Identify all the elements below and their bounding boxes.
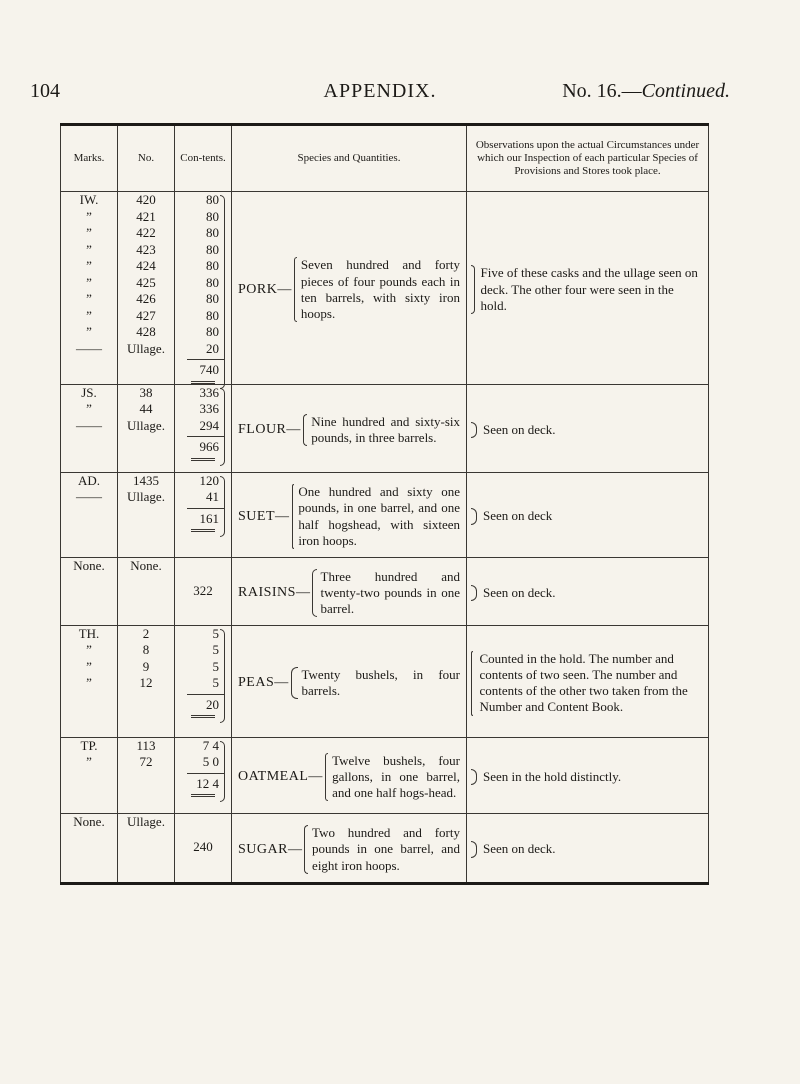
observation-text: Seen on deck.: [483, 841, 556, 857]
observation-cell: [467, 737, 709, 813]
marks-cell: [61, 737, 118, 813]
marks-cell: [61, 625, 118, 737]
number-entry: 8: [142, 642, 150, 657]
number-entry: 12: [139, 675, 153, 690]
species-description: Twelve bushels, four gallons, in one barrel, and one half hogs-head.: [332, 752, 460, 801]
continuation-number: No. 16.—: [562, 80, 642, 102]
table-row: [61, 192, 709, 385]
content-total: 161: [187, 508, 225, 528]
observation-cell: [467, 557, 709, 625]
contents-cell: [175, 384, 232, 472]
species-description: Nine hundred and sixty-six pounds, in three barrels.: [311, 413, 460, 445]
species-name: FLOUR—: [238, 422, 301, 438]
species-brace: [325, 753, 328, 802]
species-cell: [232, 557, 467, 625]
species-name: RAISINS—: [238, 585, 311, 601]
observation-brace: [471, 585, 477, 601]
mark-entry: ”: [86, 274, 92, 290]
content-entry: 80: [206, 307, 219, 323]
table-row: [61, 625, 709, 737]
table-row: [61, 472, 709, 557]
mark-entry: ”: [86, 258, 92, 273]
mark-entry: ”: [86, 401, 92, 416]
mark-entry: ”: [86, 754, 92, 769]
number-cell: [118, 557, 175, 625]
species-cell: [232, 813, 467, 883]
content-total: 12 4: [187, 773, 225, 793]
observation-brace: [471, 508, 477, 524]
marks-cell: [61, 192, 118, 385]
mark-entry: ”: [86, 291, 92, 306]
table-row: [61, 384, 709, 472]
marks-cell: [61, 557, 118, 625]
number-cell: [118, 192, 175, 385]
species-brace: [292, 484, 295, 549]
number-entry: Ullage.: [127, 417, 165, 433]
number-cell: [118, 472, 175, 557]
number-entry: 9: [142, 658, 150, 674]
number-entry: None.: [130, 557, 162, 573]
observation-text: Counted in the hold. The number and contents of two seen. The number and contents of the other two taken from the Number and Content Book.: [479, 650, 688, 715]
observation-brace: [471, 422, 477, 438]
number-entry: 424: [136, 258, 156, 273]
contents-cell: [175, 472, 232, 557]
content-entry: 5: [212, 675, 219, 690]
observation-cell: [467, 625, 709, 737]
provisions-table: [60, 123, 709, 885]
table-row: [61, 737, 709, 813]
total-rule: [191, 715, 215, 718]
observation-brace: [471, 651, 473, 716]
content-entry: 80: [206, 192, 219, 207]
col-contents: Con-tents.: [175, 125, 232, 192]
mark-entry: ——: [76, 340, 102, 356]
observation-text: Seen on deck.: [483, 421, 556, 437]
number-entry: 1435: [133, 472, 159, 488]
species-name: PORK—: [238, 282, 292, 297]
number-entry: 72: [139, 754, 153, 769]
observation-cell: [467, 384, 709, 472]
mark-entry: ”: [86, 208, 92, 224]
number-entry: 38: [139, 384, 153, 400]
number-entry: 113: [136, 737, 156, 753]
table-body: [61, 192, 709, 884]
observation-text: Five of these casks and the ullage seen on deck. The other four were seen in the hold.: [480, 265, 698, 313]
species-cell: [232, 384, 467, 472]
content-entry: 80: [206, 291, 219, 306]
contents-cell: [175, 737, 232, 813]
continuation-label: [562, 80, 730, 103]
continuation-word: Continued.: [641, 80, 730, 102]
content-entry: 5: [212, 642, 219, 657]
number-entry: 425: [136, 274, 156, 290]
col-observations: Observations upon the actual Circumstances under which our Inspection of each particular Species of Provisions and Stores took place.: [467, 125, 709, 192]
contents-cell: [175, 557, 232, 625]
total-rule: [191, 458, 215, 461]
mark-entry: None.: [73, 557, 105, 573]
species-brace: [294, 257, 297, 322]
content-entry: 5: [212, 658, 219, 674]
content-entry: 20: [206, 340, 219, 356]
species-brace: [304, 825, 308, 874]
contents-cell: [175, 625, 232, 737]
mark-entry: ”: [86, 307, 92, 323]
observation-text: Seen on deck: [483, 508, 553, 524]
table-row: [61, 813, 709, 883]
table-row: [61, 557, 709, 625]
species-name: OATMEAL—: [238, 769, 323, 785]
content-entry: 336: [199, 384, 219, 400]
number-entry: 420: [136, 192, 156, 207]
observation-brace: [471, 265, 475, 314]
total-rule: [191, 381, 215, 384]
species-description: Seven hundred and forty pieces of four pounds each in ten barrels, with sixty iron hoops.: [300, 257, 460, 321]
col-marks: Marks.: [61, 125, 118, 192]
mark-entry: ”: [86, 225, 92, 240]
number-entry: 44: [139, 401, 153, 416]
observation-brace: [471, 841, 477, 857]
species-brace: [312, 569, 316, 618]
mark-entry: ”: [86, 324, 92, 339]
observation-text: Seen on deck.: [483, 584, 556, 600]
contents-brace: [220, 629, 225, 724]
species-brace: [303, 414, 307, 447]
observation-brace: [471, 769, 477, 785]
mark-entry: ”: [86, 241, 92, 257]
content-entry: 80: [206, 274, 219, 290]
mark-entry: JS.: [81, 384, 97, 400]
content-entry: 80: [206, 208, 219, 224]
number-entry: Ullage.: [127, 340, 165, 356]
content-entry: 80: [206, 241, 219, 257]
total-rule: [191, 529, 215, 532]
mark-entry: IW.: [79, 192, 99, 207]
content-entry: 322: [193, 582, 213, 598]
table-header-row: [61, 125, 709, 192]
mark-entry: TP.: [80, 737, 98, 753]
content-entry: 240: [193, 839, 213, 855]
contents-brace: [220, 388, 225, 466]
total-rule: [191, 794, 215, 797]
species-description: Twenty bushels, in four barrels.: [301, 666, 460, 698]
contents-brace: [220, 476, 225, 538]
content-entry: 294: [199, 417, 219, 433]
species-cell: [232, 625, 467, 737]
content-entry: 7 4: [202, 737, 219, 753]
number-entry: Ullage.: [127, 489, 165, 504]
number-cell: [118, 625, 175, 737]
mark-entry: ”: [86, 642, 92, 657]
mark-entry: None.: [73, 813, 105, 829]
content-entry: 80: [206, 225, 219, 240]
number-entry: 421: [136, 208, 156, 224]
marks-cell: [61, 813, 118, 883]
contents-cell: [175, 192, 232, 385]
mark-entry: ”: [86, 675, 92, 690]
content-total: 966: [187, 436, 225, 456]
species-description: One hundred and sixty one pounds, in one barrel, and one half hogshead, with sixteen iron hoops.: [298, 484, 460, 548]
observation-cell: [467, 192, 709, 385]
species-description: Three hundred and twenty-two pounds in one barrel.: [320, 568, 460, 617]
observation-cell: [467, 813, 709, 883]
number-entry: 422: [136, 225, 156, 240]
species-cell: [232, 472, 467, 557]
page-number: 104: [30, 80, 60, 102]
contents-cell: [175, 813, 232, 883]
contents-brace: [220, 741, 225, 803]
species-brace: [291, 667, 298, 700]
mark-entry: ——: [76, 417, 102, 433]
species-name: SUET—: [238, 508, 290, 524]
marks-cell: [61, 472, 118, 557]
mark-entry: ——: [76, 489, 102, 504]
species-name: SUGAR—: [238, 841, 303, 857]
running-title: APPENDIX.: [323, 80, 437, 102]
mark-entry: ”: [86, 658, 92, 674]
marks-cell: [61, 384, 118, 472]
number-entry: 423: [136, 241, 156, 257]
content-entry: 80: [206, 258, 219, 273]
content-total: 20: [187, 694, 225, 714]
col-no: No.: [118, 125, 175, 192]
number-entry: 428: [136, 324, 156, 339]
number-entry: 426: [136, 291, 156, 306]
col-species: Species and Quantities.: [232, 125, 467, 192]
page-header: [30, 80, 730, 110]
number-cell: [118, 737, 175, 813]
mark-entry: TH.: [78, 625, 100, 641]
content-entry: 5 0: [202, 754, 219, 769]
content-entry: 336: [199, 401, 219, 416]
contents-brace: [220, 195, 225, 389]
mark-entry: AD.: [77, 472, 101, 488]
observation-cell: [467, 472, 709, 557]
number-cell: [118, 384, 175, 472]
content-entry: 41: [206, 489, 219, 504]
content-entry: 5: [212, 625, 219, 641]
content-entry: 120: [199, 472, 219, 488]
species-cell: [232, 737, 467, 813]
content-entry: 80: [206, 324, 219, 339]
content-total: 740: [187, 359, 225, 379]
species-description: Two hundred and forty pounds in one barrel, and eight iron hoops.: [312, 825, 460, 873]
species-name: PEAS—: [238, 675, 289, 691]
number-entry: Ullage.: [127, 813, 165, 829]
number-entry: 427: [136, 307, 156, 323]
number-entry: 2: [142, 625, 150, 641]
number-cell: [118, 813, 175, 883]
observation-text: Seen in the hold distinctly.: [483, 768, 622, 784]
species-cell: [232, 192, 467, 385]
